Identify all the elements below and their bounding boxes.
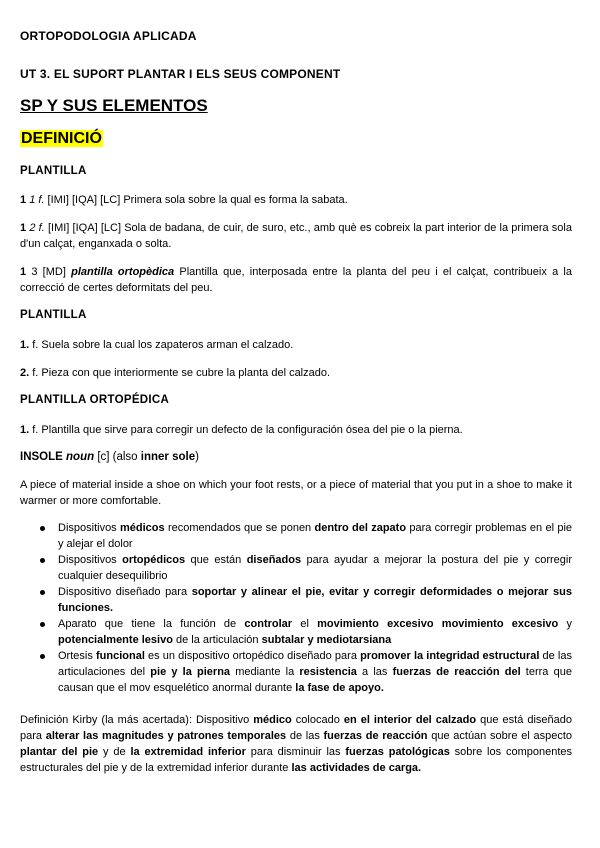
insole-end: )	[195, 451, 199, 463]
kirby-definition: Definición Kirby (la más acertada): Dispositivo médico colocado en el interior del calzado que está diseñado para alterar las magnitudes y patrones temporales de las fuerzas de reacción que actúan sobre el aspecto plantar del pie y de la extremidad inferior para disminuir las fuerzas patológicas sobre los componentes estructurales del pie y de la extremidad inferior durante las actividades de carga.	[20, 714, 573, 774]
def-ca-2-text: [IMI] [IQA] [LC] Sola de badana, de cuir, de suro, etc., amb què es cobreix la part interior de la primera sola d'un calçat, enganxada o solta.	[20, 222, 572, 250]
def-ca-2-num: 1	[20, 222, 27, 234]
def-ca-1-text: [IMI] [IQA] [LC] Primera sola sobre la qual es forma la sabata.	[44, 194, 348, 206]
def-ca-2-cat: 2 f.	[29, 222, 45, 234]
def-ca-3-term: plantilla ortopèdica	[71, 266, 175, 278]
def-es-1-text: f. Suela sobre la cual los zapateros arman el calzado.	[29, 339, 294, 351]
list-item: Dispositivos médicos recomendados que se ponen dentro del zapato para corregir problemas en el pie y alejar el dolor	[20, 520, 572, 552]
course-title: ORTOPODOLOGIA APLICADA	[20, 29, 197, 43]
def-ortopedica-1-text: f. Plantilla que sirve para corregir un defecto de la configuración ósea del pie o la pierna.	[29, 424, 463, 436]
def-ca-3-num: 1	[20, 266, 27, 278]
insole-heading	[20, 449, 572, 465]
heading-plantilla-es: PLANTILLA	[20, 309, 87, 321]
def-ca-1	[20, 192, 572, 208]
main-title: SP Y SUS ELEMENTOS	[20, 96, 208, 115]
list-item: Aparato que tiene la función de controlar el movimiento excesivo movimiento excesivo y potencialmente lesivo de la articulación subtalar y mediotarsiana	[20, 616, 572, 648]
def-ca-2	[20, 220, 572, 252]
def-ca-3-pre: 3 [MD]	[26, 266, 72, 278]
heading-plantilla-ortopedica: PLANTILLA ORTOPÉDICA	[20, 394, 170, 406]
insole-definition: A piece of material inside a shoe on which your foot rests, or a piece of material that you put in a shoe to make it warmer or more comfortable.	[20, 479, 572, 507]
list-item: Dispositivos ortopédicos que están diseñados para ayudar a mejorar la postura del pie y corregir cualquier desequilibrio	[20, 552, 572, 584]
def-es-1-num: 1.	[20, 339, 30, 351]
unit-title: UT 3. EL SUPORT PLANTAR I ELS SEUS COMPONENT	[20, 67, 341, 81]
def-ca-3	[20, 264, 572, 296]
insole-pos: noun	[66, 451, 95, 463]
def-es-2-text: f. Pieza con que interiormente se cubre la planta del calzado.	[29, 367, 331, 379]
insole-mid: [c] (also	[94, 451, 141, 463]
def-es-2	[20, 365, 572, 381]
def-ca-3-text: Plantilla que, interposada entre la planta del peu i el calçat, contribueix a la correcció de certes deformitats del peu.	[20, 266, 572, 294]
def-es-2-num: 2.	[20, 367, 30, 379]
def-ortopedica-1	[20, 422, 572, 438]
list-item: Dispositivo diseñado para soportar y alinear el pie, evitar y corregir deformidades o mejorar sus funciones.	[20, 584, 572, 616]
def-ca-1-num: 1	[20, 194, 27, 206]
list-item: Ortesis funcional es un dispositivo ortopédico diseñado para promover la integridad estructural de las articulaciones del pie y la pierna mediante la resistencia a las fuerzas de reacción del terra que causan que el mov esquelético anormal durante la fase de apoyo.	[20, 648, 572, 696]
def-ortopedica-1-num: 1.	[20, 424, 30, 436]
definitions-list	[20, 520, 572, 696]
section-title-highlight: DEFINICIÓ	[21, 130, 102, 147]
section-title	[20, 130, 103, 148]
insole-word: INSOLE	[20, 451, 63, 463]
def-es-1	[20, 337, 572, 353]
insole-alt: inner sole	[140, 451, 196, 463]
heading-plantilla-ca: PLANTILLA	[20, 165, 87, 177]
def-ca-1-cat: 1 f.	[29, 194, 45, 206]
